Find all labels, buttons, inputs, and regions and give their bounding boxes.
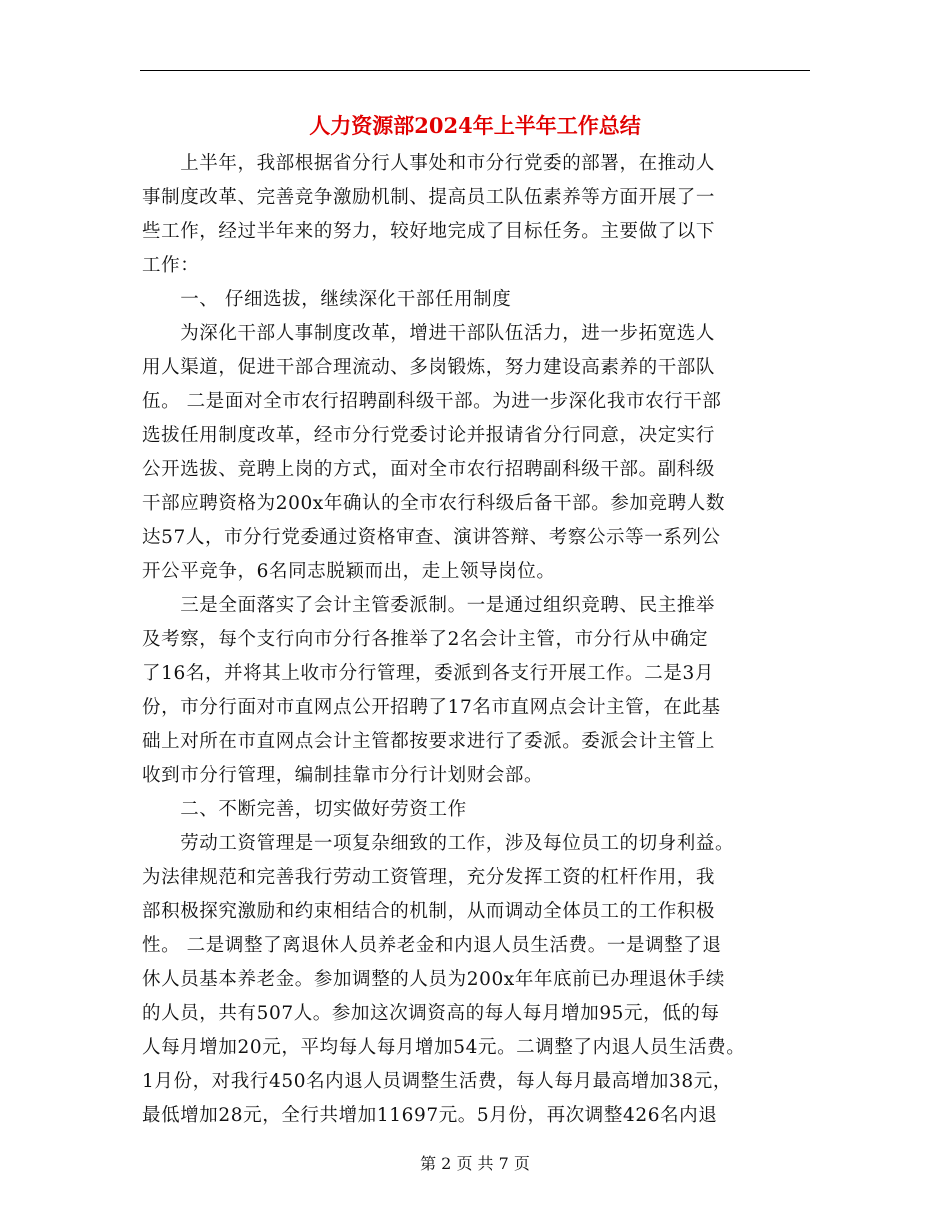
body-line: 份，市分行面对市直网点公开招聘了17名市直网点会计主管，在此基 (142, 697, 721, 718)
body-line: 劳动工资管理是一项复杂细致的工作，涉及每位员工的切身利益。 (142, 833, 735, 854)
body-line: 事制度改革、完善竞争激励机制、提高员工队伍素养等方面开展了一 (142, 187, 716, 208)
body-line: 为法律规范和完善我行劳动工资管理，充分发挥工资的杠杆作用，我 (142, 867, 716, 888)
header-rule (140, 70, 810, 71)
body-line: 收到市分行管理，编制挂靠市分行计划财会部。 (142, 765, 544, 786)
body-line: 人每月增加20元，平均每人每月增加54元。二调整了内退人员生活费。 (142, 1037, 746, 1058)
body-line: 伍。 二是面对全市农行招聘副科级干部。为进一步深化我市农行干部 (142, 391, 722, 412)
body-line: 1月份，对我行450名内退人员调整生活费，每人每月最高增加38元， (142, 1071, 732, 1092)
body-line: 最低增加28元，全行共增加11697元。5月份，再次调整426名内退 (142, 1105, 718, 1126)
body-line: 础上对所在市直网点会计主管都按要求进行了委派。委派会计主管上 (142, 731, 716, 752)
body-line: 了16名，并将其上收市分行管理，委派到各支行开展工作。二是3月 (142, 663, 714, 684)
body-line: 达57人，市分行党委通过资格审查、演讲答辩、考察公示等一系列公 (142, 527, 721, 548)
section-heading-1: 一、 仔细选拔，继续深化干部任用制度 (142, 289, 512, 310)
body-line: 些工作，经过半年来的努力，较好地完成了目标任务。主要做了以下 (142, 221, 716, 242)
body-line: 开公平竞争，6名同志脱颖而出，走上领导岗位。 (142, 561, 556, 582)
body-line: 上半年，我部根据省分行人事处和市分行党委的部署，在推动人 (142, 153, 716, 174)
body-line: 休人员基本养老金。参加调整的人员为200x年年底前已办理退休手续 (142, 969, 725, 990)
body-line: 部积极探究激励和约束相结合的机制，从而调动全体员工的工作积极 (142, 901, 716, 922)
body-line: 用人渠道，促进干部合理流动、多岗锻炼，努力建设高素养的干部队 (142, 357, 716, 378)
body-line: 干部应聘资格为200x年确认的全市农行科级后备干部。参加竞聘人数 (142, 493, 725, 514)
body-line: 公开选拔、竞聘上岗的方式，面对全市农行招聘副科级干部。副科级 (142, 459, 716, 480)
body-line: 三是全面落实了会计主管委派制。一是通过组织竞聘、民主推举 (142, 595, 716, 616)
body-line: 工作： (142, 255, 200, 276)
document-title: 人力资源部2024年上半年工作总结 (309, 113, 641, 138)
body-line: 及考察，每个支行向市分行各推举了2名会计主管，市分行从中确定 (142, 629, 709, 650)
page-number: 第 2 页 共 7 页 (420, 1154, 530, 1173)
body-line: 为深化干部人事制度改革，增进干部队伍活力，进一步拓宽选人 (142, 323, 716, 344)
body-line: 选拔任用制度改革，经市分行党委讨论并报请省分行同意，决定实行 (142, 425, 716, 446)
body-line: 性。 二是调整了离退休人员养老金和内退人员生活费。一是调整了退 (142, 935, 722, 956)
section-heading-2: 二、不断完善，切实做好劳资工作 (142, 799, 467, 820)
body-line: 的人员，共有507人。参加这次调资高的每人每月增加95元，低的每 (142, 1003, 720, 1024)
